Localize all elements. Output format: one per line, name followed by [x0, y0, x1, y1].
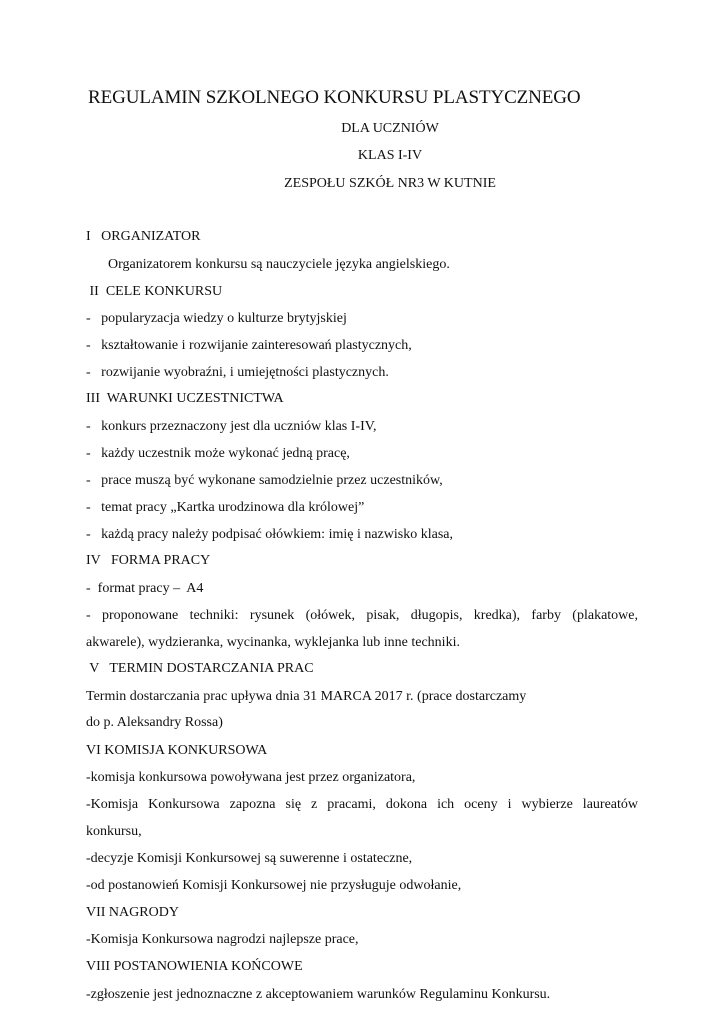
list-item: - rozwijanie wyobraźni, i umiejętności plastycznych.	[86, 365, 389, 380]
subtitle-line: DLA UCZNIÓW	[341, 121, 439, 136]
list-item: - proponowane techniki: rysunek (ołówek, pisak, długopis, kredka), farby (plakatowe,	[86, 608, 638, 623]
list-item: -zgłoszenie jest jednoznaczne z akceptowaniem warunków Regulaminu Konkursu.	[86, 987, 551, 1002]
list-item: - temat pracy „Kartka urodzinowa dla królowej”	[86, 500, 365, 515]
list-item: - format pracy – A4	[86, 581, 204, 596]
list-item: - każdy uczestnik może wykonać jedną pracę,	[86, 446, 350, 461]
section-heading-warunki: III WARUNKI UCZESTNICTWA	[86, 391, 284, 406]
list-item: -Komisja Konkursowa nagrodzi najlepsze prace,	[86, 932, 359, 947]
list-item-continuation: konkursu,	[86, 824, 142, 839]
list-item: - popularyzacja wiedzy o kulturze brytyjskiej	[86, 311, 347, 326]
list-item: - kształtowanie i rozwijanie zainteresowań plastycznych,	[86, 338, 412, 353]
list-item: - prace muszą być wykonane samodzielnie przez uczestników,	[86, 473, 443, 488]
termin-text: do p. Aleksandry Rossa)	[86, 715, 223, 730]
list-item: - każdą pracy należy podpisać ołówkiem: imię i nazwisko klasa,	[86, 527, 453, 542]
section-heading-postanowienia: VIII POSTANOWIENIA KOŃCOWE	[86, 959, 303, 974]
section-heading-organizator: I ORGANIZATOR	[86, 229, 201, 244]
section-heading-cele: II CELE KONKURSU	[86, 284, 223, 299]
section-heading-nagrody: VII NAGRODY	[86, 905, 179, 920]
list-item: -decyzje Komisji Konkursowej są suwerenne i ostateczne,	[86, 851, 413, 866]
list-item-continuation: akwarele), wydzieranka, wycinanka, wyklejanka lub inne techniki.	[86, 635, 460, 650]
termin-text: Termin dostarczania prac upływa dnia 31 MARCA 2017 r. (prace dostarczamy	[86, 689, 527, 704]
subtitle-line: KLAS I-IV	[357, 148, 423, 163]
section-heading-termin: V TERMIN DOSTARCZANIA PRAC	[86, 661, 314, 676]
list-item: -Komisja Konkursowa zapozna się z pracami, dokona ich oceny i wybierze laureatów	[86, 797, 638, 812]
section-heading-forma: IV FORMA PRACY	[86, 553, 211, 568]
list-item: - konkurs przeznaczony jest dla uczniów klas I-IV,	[86, 419, 377, 434]
document-title: REGULAMIN SZKOLNEGO KONKURSU PLASTYCZNEGO	[88, 87, 581, 108]
list-item: -komisja konkursowa powoływana jest przez organizatora,	[86, 770, 416, 785]
section-heading-komisja: VI KOMISJA KONKURSOWA	[86, 743, 268, 758]
subtitle-line: ZESPOŁU SZKÓŁ NR3 W KUTNIE	[284, 176, 496, 191]
list-item: -od postanowień Komisji Konkursowej nie przysługuje odwołanie,	[86, 878, 462, 893]
organizator-text: Organizatorem konkursu są nauczyciele języka angielskiego.	[108, 257, 450, 272]
